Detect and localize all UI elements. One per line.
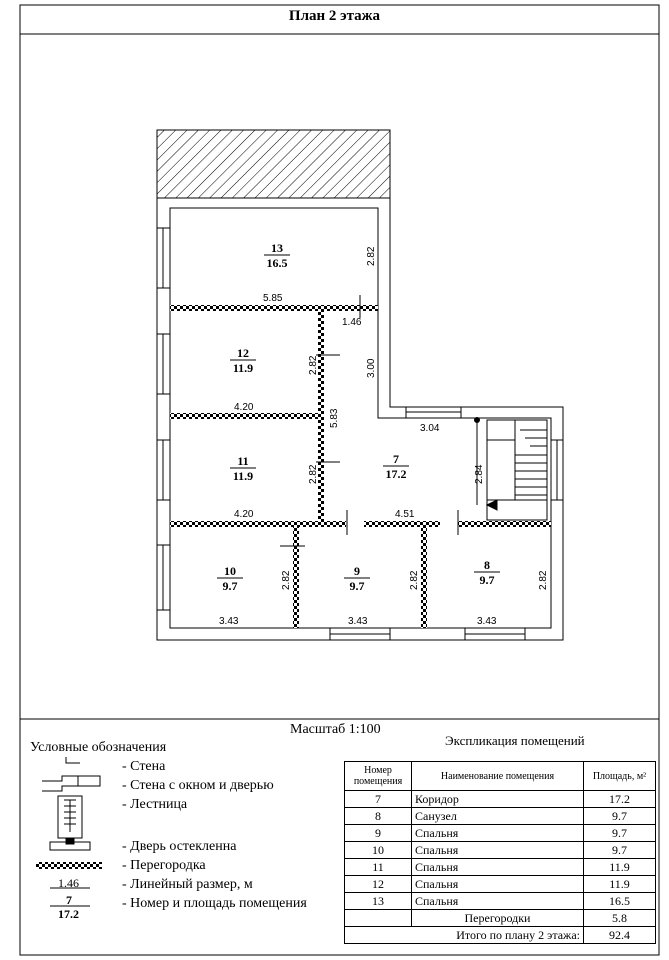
table-row: 9 Спальня 9.7 — [345, 825, 656, 842]
dim-451: 4.51 — [395, 509, 415, 520]
room-12-number: 12 — [237, 346, 249, 360]
dim-420b: 4.20 — [234, 509, 254, 520]
room-11-number: 11 — [237, 454, 249, 468]
header-area: Площадь, м² — [584, 762, 656, 791]
header-room-number: Номер помещения — [345, 762, 412, 791]
dim-8-height: 2.82 — [538, 570, 549, 590]
room-12-area: 11.9 — [232, 361, 254, 375]
dim-10-height: 2.82 — [281, 570, 292, 590]
explication-table — [344, 761, 656, 944]
legend-sample-number: 7 — [66, 893, 72, 907]
table-row: 13 Спальня 16.5 — [345, 893, 656, 910]
room-10-area: 9.7 — [222, 579, 238, 593]
header-room-name: Наименование помещения — [412, 762, 584, 791]
explication-title: Экспликация помещений — [445, 733, 585, 748]
dim-146: 1.46 — [342, 317, 362, 328]
doors — [280, 295, 458, 546]
legend-sample-dimension: 1.46 — [58, 876, 79, 890]
legend-linear-dimension: - Линейный размер, м — [122, 877, 253, 892]
room-10-number: 10 — [224, 564, 236, 578]
room-7-area: 17.2 — [385, 467, 407, 481]
room-9-number: 9 — [354, 564, 360, 578]
dim-300: 3.00 — [366, 358, 377, 378]
legend-sample-area: 17.2 — [58, 907, 79, 921]
table-row: 8 Санузел 9.7 — [345, 808, 656, 825]
partitions-row: Перегородки 5.8 — [345, 910, 656, 927]
dim-304: 3.04 — [420, 423, 440, 434]
table-row: 7 Коридор 17.2 — [345, 791, 656, 808]
legend-partition: - Перегородка — [122, 858, 206, 873]
table-row: 10 Спальня 9.7 — [345, 842, 656, 859]
dim-420a: 4.20 — [234, 402, 254, 413]
legend-title: Условные обозначения — [30, 740, 167, 755]
dim-585: 5.85 — [263, 293, 283, 304]
dim-284: 2.84 — [474, 464, 485, 484]
room-11-area: 11.9 — [232, 469, 254, 483]
room-8-number: 8 — [484, 558, 490, 572]
table-header-row — [345, 762, 656, 791]
dim-11-height: 2.82 — [308, 464, 319, 484]
dim-343a: 3.43 — [219, 616, 239, 627]
legend-stairs: - Лестница — [122, 797, 188, 812]
table-row: 12 Спальня 11.9 — [345, 876, 656, 893]
scale-label: Масштаб 1:100 — [290, 722, 381, 737]
room-9-area: 9.7 — [349, 579, 365, 593]
page-title: План 2 этажа — [288, 8, 381, 24]
dim-583: 5.83 — [329, 408, 340, 428]
dim-12-height: 2.82 — [308, 355, 319, 375]
dim-9-height: 2.82 — [409, 570, 420, 590]
room-8-area: 9.7 — [479, 573, 495, 587]
legend-wall-window-door: - Стена с окном и дверью — [122, 778, 274, 793]
legend-wall: - Стена — [122, 759, 166, 774]
staircase — [475, 418, 548, 521]
room-7-number: 7 — [393, 452, 399, 466]
dim-13-height: 2.82 — [366, 246, 377, 266]
legend-glass-door: - Дверь остекленна — [122, 839, 237, 854]
table-row: 11 Спальня 11.9 — [345, 859, 656, 876]
legend-room-number-area: - Номер и площадь помещения — [122, 896, 307, 911]
room-13-area: 16.5 — [266, 256, 288, 270]
dim-343b: 3.43 — [348, 616, 368, 627]
dimension-labels — [219, 246, 549, 627]
total-row: Итого по плану 2 этажа: 92.4 — [345, 927, 656, 944]
balcony — [157, 130, 390, 198]
dim-343c: 3.43 — [477, 616, 497, 627]
room-13-number: 13 — [271, 241, 283, 255]
